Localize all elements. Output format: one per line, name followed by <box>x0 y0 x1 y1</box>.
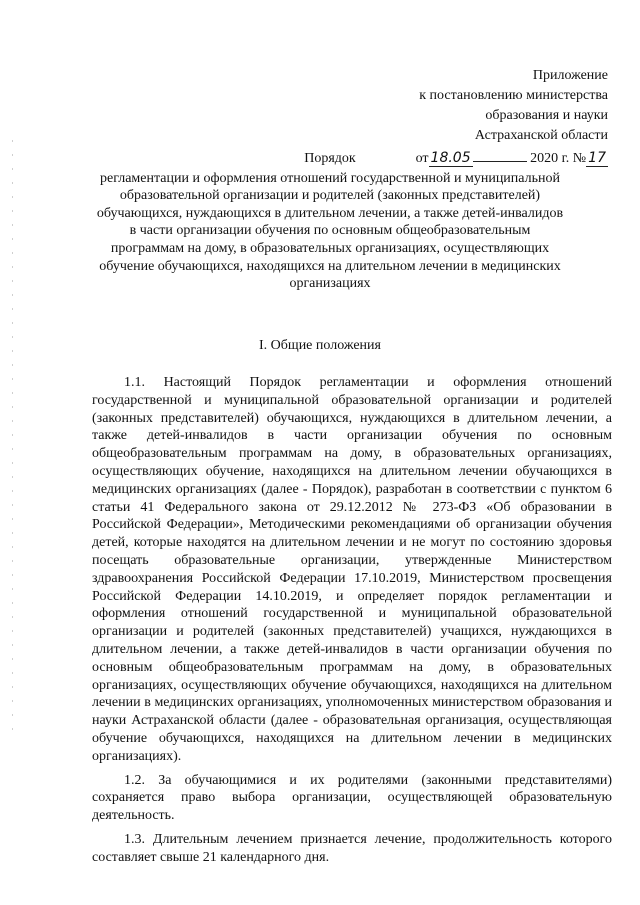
annex-line-3: образования и науки <box>485 108 608 123</box>
document-heading: Порядок <box>304 151 356 166</box>
document-subtitle: регламентации и оформления отношений государственной и муниципальной образовательной организации и родителей (законных представителей) обучающихся, нуждающихся в длительном лечении, а также детей-инвалидов в части организации обучения по основным общеобразовательным программам на дому, в образовательных организациях, осуществляющих обучение обучающихся, находящихся на длительном лечении в медицинских организациях <box>96 170 564 292</box>
document-title-block <box>95 150 565 293</box>
handwritten-number: 17 <box>588 150 606 166</box>
handwritten-date: 18.05 <box>430 150 471 166</box>
annex-line-1: Приложение <box>532 68 608 83</box>
scan-margin-artifact <box>12 140 13 740</box>
annex-line-2: к постановлению министерства <box>419 88 608 103</box>
annex-line-4: Астраханской области <box>474 128 608 143</box>
date-year: 2020 г. № <box>530 151 587 166</box>
paragraph-1-1: 1.1. Настоящий Порядок регламентации и оформления отношений государственной и муниципальной образовательной организации и родителей (законных представителей) обучающихся, нуждающихся в длительном лечении, а также детей-инвалидов в части организации обучения по основным общеобразовательным программам на дому, в образовательных организациях, осуществляющих обучение, находящихся на длительном лечении обучающихся в медицинских организациях (далее - Порядок), разработан в соответствии с пунктом 6 статьи 41 Федерального закона от 29.12.2012 № 273-ФЗ «Об образовании в Российской Федерации», Методическими рекомендациями об организации обучения детей, которые находятся на длительном лечении и не могут по состоянию здоровья посещать образовательные организации, утвержденные Министерством здравоохранения Российской Федерации 17.10.2019, Министерством просвещения Российской Федерации 14.10.2019, и определяет порядок регламентации и оформления отношений государственной и муниципальной образовательной организации и родителей (законных представителей) учащихся, нуждающихся в длительном лечении, а также детей-инвалидов в части организации обучения по основным общеобразовательным программам на дому, в образовательных организациях, осуществляющих обучение обучающихся, находящихся на длительном лечении в медицинских организациях, уполномоченных министерством образования и науки Астраханской области (далее - образовательная организация, осуществляющая обучение обучающихся, находящихся на длительном лечении в медицинских организациях). <box>92 375 612 764</box>
paragraph-1-3: 1.3. Длительным лечением признается лечение, продолжительность которого составляет свыше 21 календарного дня. <box>92 831 612 865</box>
date-prefix: от <box>415 151 429 166</box>
document-body <box>92 374 612 873</box>
section-title: I. Общие положения <box>259 338 381 353</box>
paragraph-1-2: 1.2. За обучающимися и их родителями (законными представителями) сохраняется право выбора организации, осуществляющей образовательную деятельность. <box>92 772 612 824</box>
